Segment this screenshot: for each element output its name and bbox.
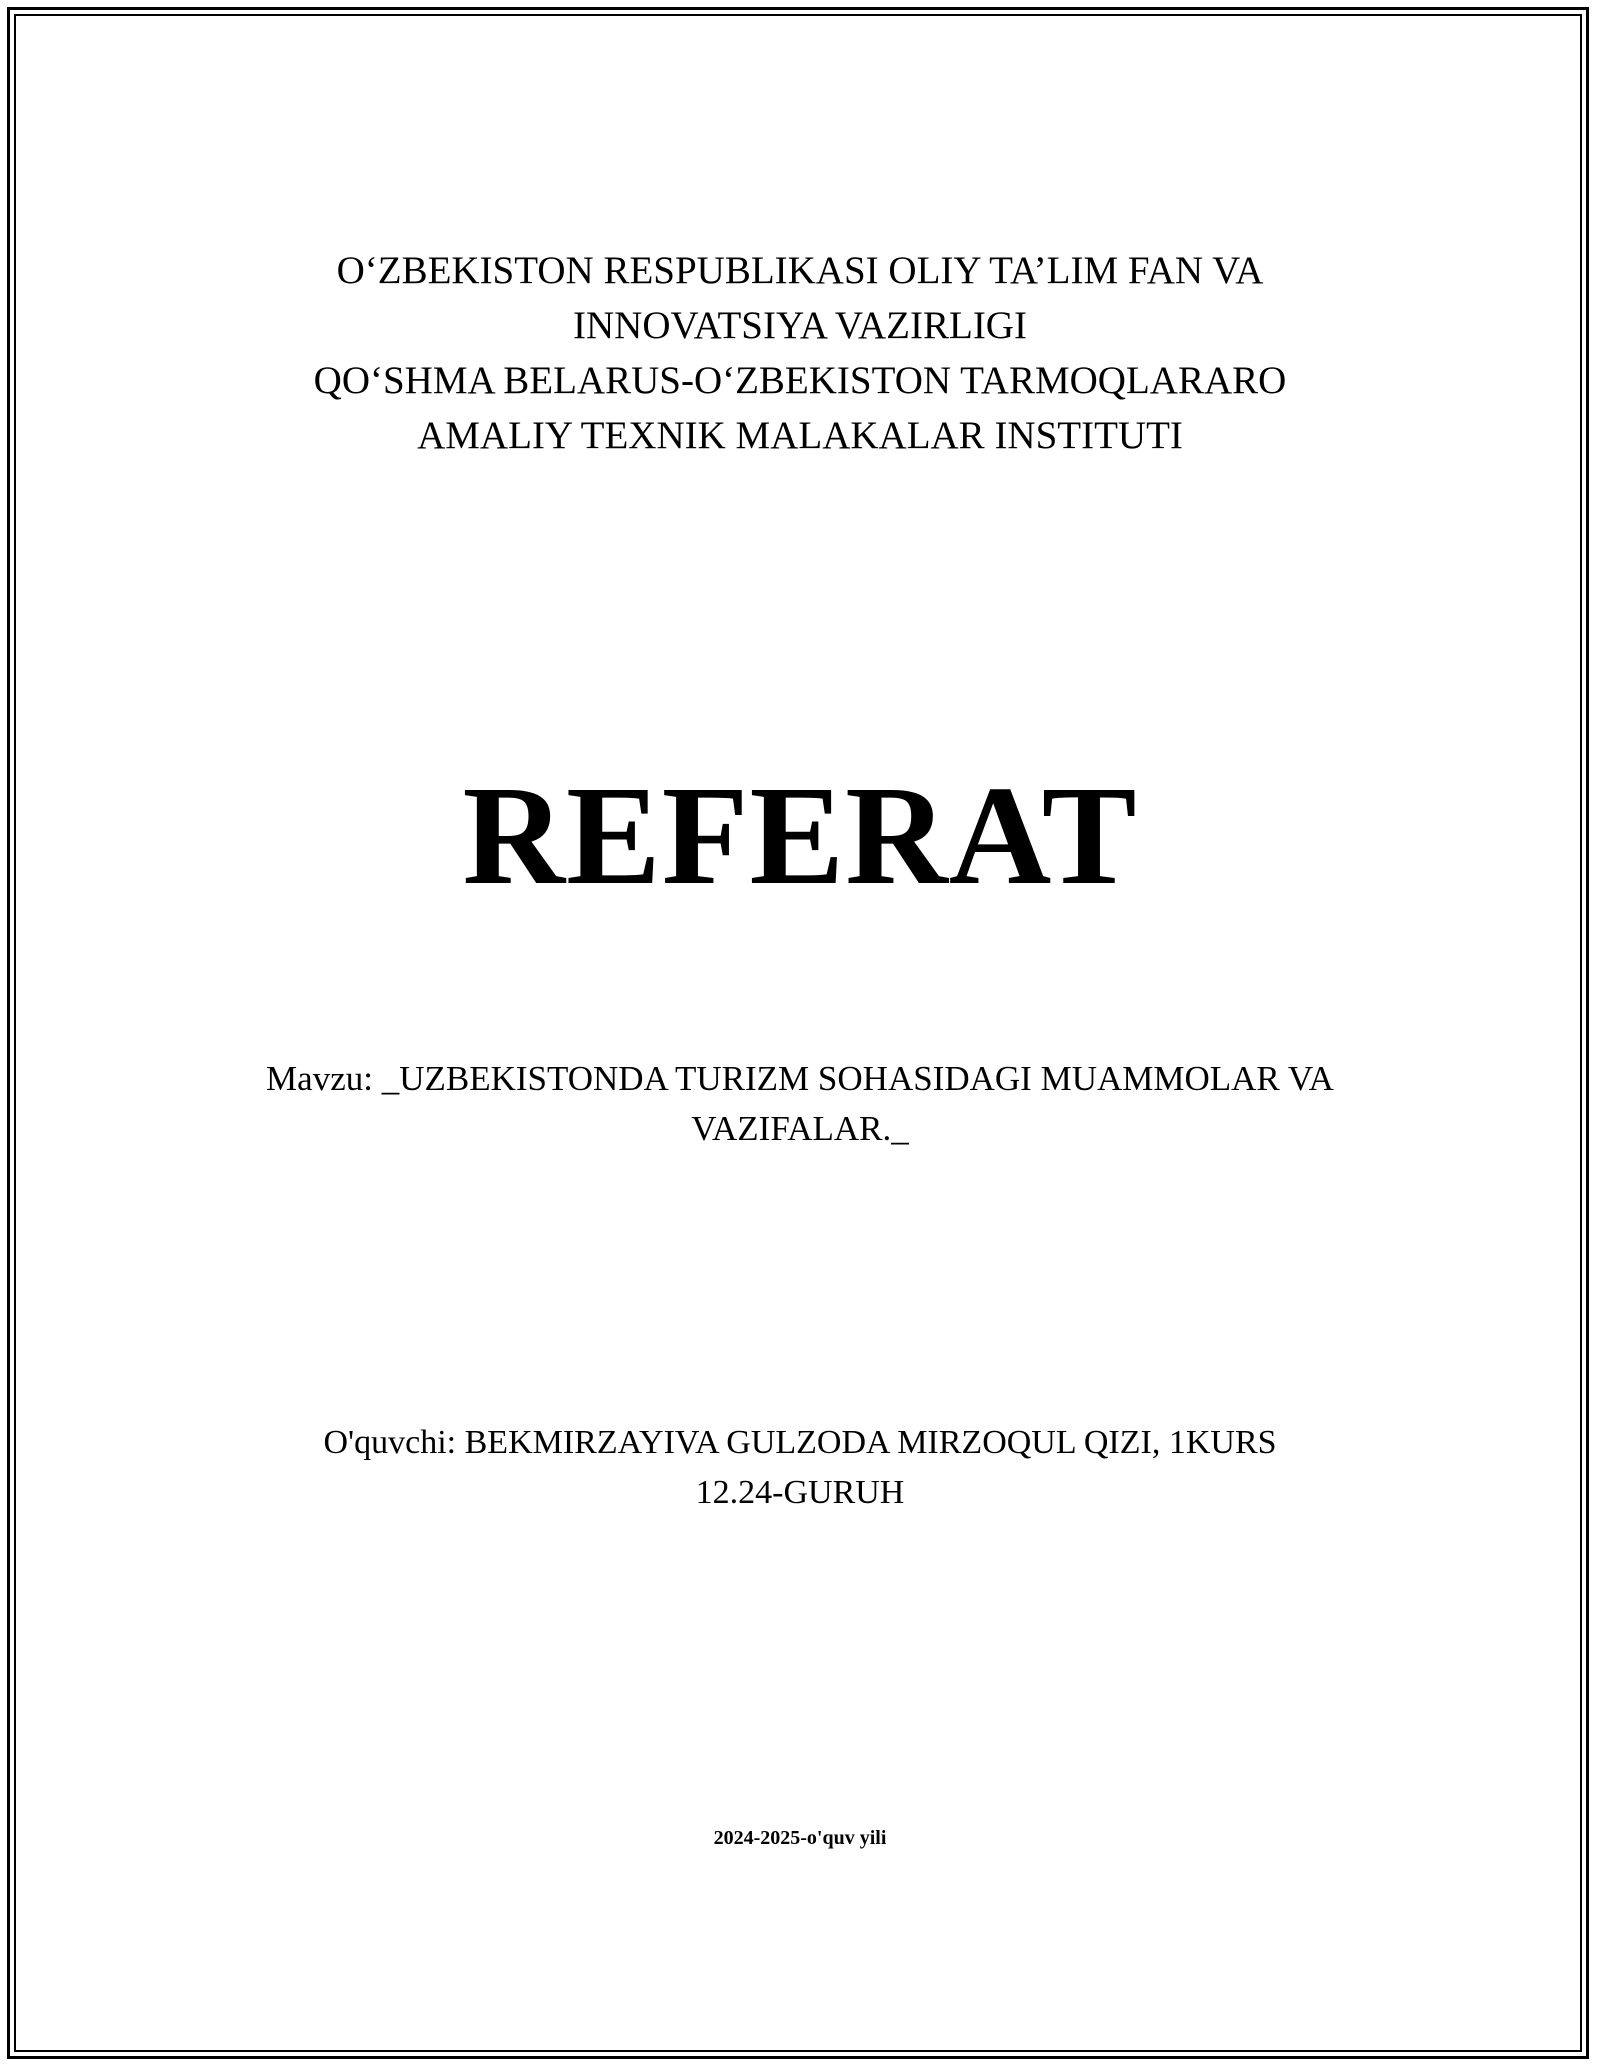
institution-header — [0, 243, 1600, 463]
institution-line-2: INNOVATSIYA VAZIRLIGI — [573, 304, 1027, 347]
topic-line-1: Mavzu: _UZBEKISTONDA TURIZM SOHASIDAGI MUAMMOLAR VA — [266, 1059, 1334, 1098]
student-line-1: O'quvchi: BEKMIRZAYIVA GULZODA MIRZOQUL QIZI, 1KURS — [323, 1424, 1277, 1461]
topic-line-2: VAZIFALAR._ — [691, 1109, 909, 1148]
student-line-2: 12.24-GURUH — [695, 1474, 905, 1511]
student-section — [0, 1418, 1600, 1518]
institution-line-4: AMALIY TEXNIK MALAKALAR INSTITUTI — [417, 414, 1183, 457]
academic-year: 2024-2025-o'quv yili — [713, 1827, 887, 1849]
topic-section — [0, 1054, 1600, 1154]
institution-line-3: QO‘SHMA BELARUS-O‘ZBEKISTON TARMOQLARARO — [313, 359, 1287, 402]
document-title: REFERAT — [462, 756, 1138, 914]
institution-line-1: O‘ZBEKISTON RESPUBLIKASI OLIY TA’LIM FAN VA — [336, 249, 1264, 292]
